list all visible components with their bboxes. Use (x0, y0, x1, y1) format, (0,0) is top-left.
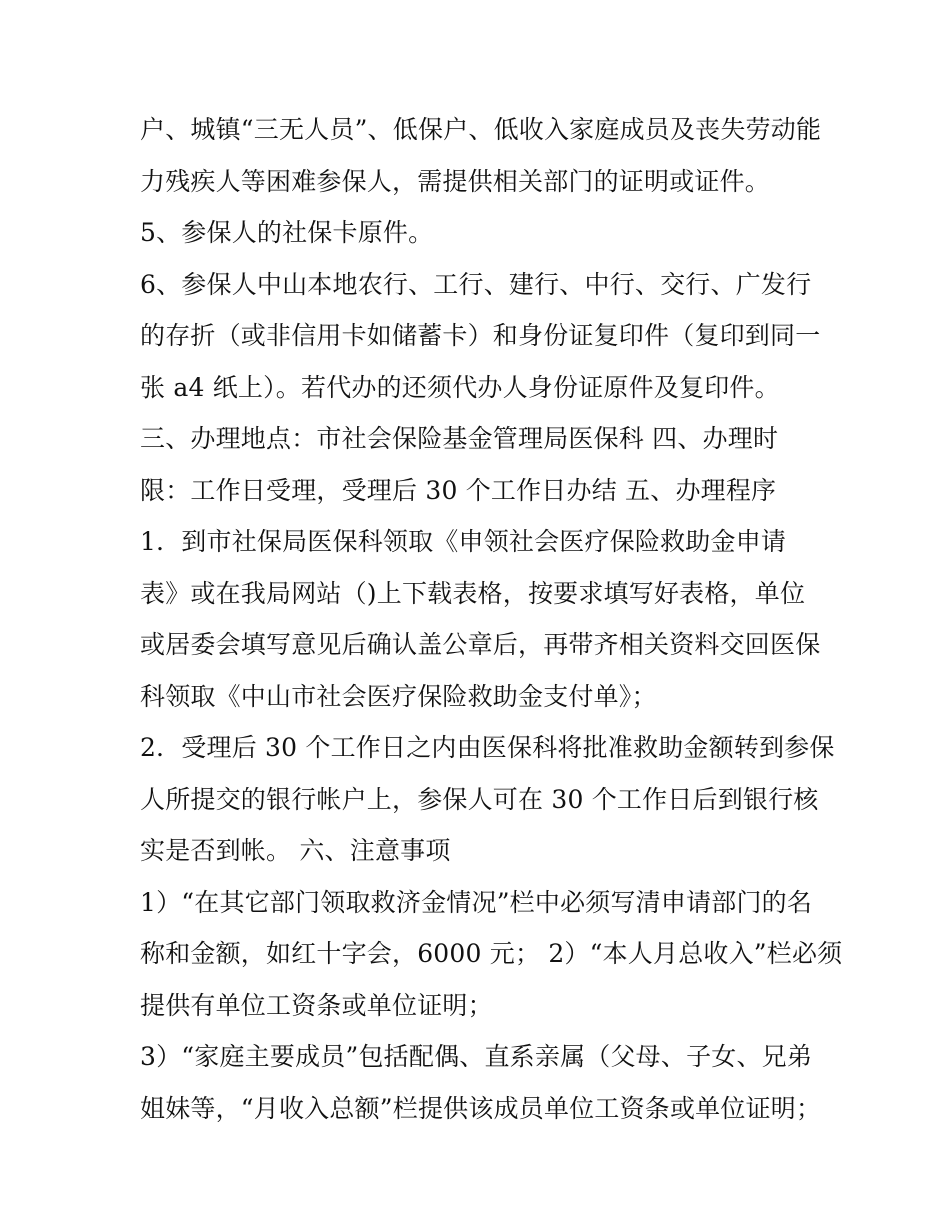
text-line: 5、参保人的社保卡原件。 (140, 218, 434, 247)
text-line: 称和金额，如红十字会，6000 元； 2）“本人月总收入”栏必须 (140, 939, 843, 968)
text-line: 或居委会填写意见后确认盖公章后，再带齐相关资料交回医保 (140, 630, 821, 659)
text-line: 力残疾人等困难参保人，需提供相关部门的证明或证件。 (140, 166, 771, 196)
text-line: 表》或在我局网站（)上下载表格，按要求填写好表格，单位 (140, 578, 806, 608)
text-line: 1）“在其它部门领取救济金情况”栏中必须写清申请部门的名 (140, 887, 813, 917)
text-line: 3）“家庭主要成员”包括配偶、直系亲属（父母、子女、兄弟 (140, 1042, 813, 1071)
body-text (140, 104, 843, 1134)
text-line: 提供有单位工资条或单位证明； (140, 990, 493, 1020)
text-line: 科领取《中山市社会医疗保险救助金支付单》； (140, 681, 657, 711)
text-line: 限：工作日受理，受理后 30 个工作日办结 五、办理程序 (140, 475, 777, 505)
text-line: 张 a4 纸上）。若代办的还须代办人身份证原件及复印件。 (140, 372, 780, 402)
text-line: 三、办理地点：市社会保险基金管理局医保科 四、办理时 (140, 424, 779, 453)
text-line: 6、参保人中山本地农行、工行、建行、中行、交行、广发行 (140, 269, 812, 299)
text-line: 人所提交的银行帐户上，参保人可在 30 个工作日后到银行核 (140, 784, 819, 814)
text-line: 的存折（或非信用卡如储蓄卡）和身份证复印件（复印到同一 (140, 321, 821, 350)
text-line: 实是否到帐。 六、注意事项 (140, 836, 451, 865)
text-line: 户、城镇“三无人员”、低保户、低收入家庭成员及丧失劳动能 (140, 115, 822, 144)
text-line: 2．受理后 30 个工作日之内由医保科将批准救助金额转到参保 (140, 733, 835, 762)
text-line: 姐妹等，“月收入总额”栏提供该成员单位工资条或单位证明； (140, 1093, 822, 1123)
text-line: 1．到市社保局医保科领取《申领社会医疗保险救助金申请 (140, 527, 787, 556)
